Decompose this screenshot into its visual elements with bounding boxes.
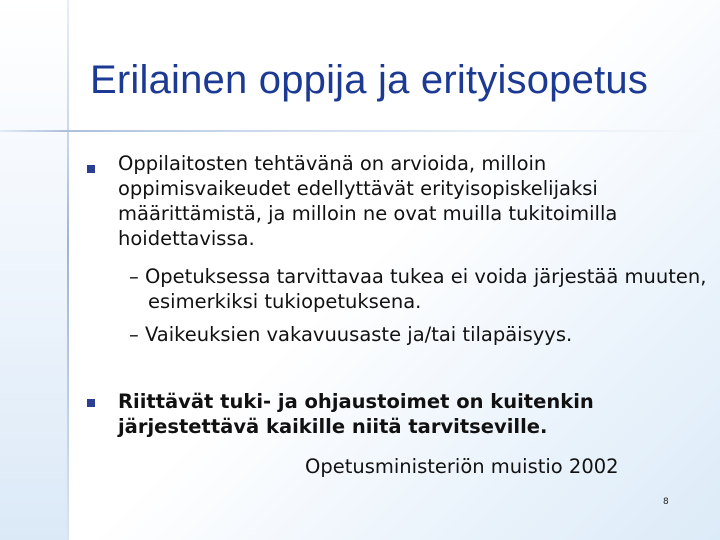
horizontal-divider [0,130,720,132]
page-number: 8 [663,497,669,507]
slide-title: Erilainen oppija ja erityisopetus [90,58,649,102]
sub-item-2: – Vaikeuksien vakavuusaste ja/tai tilapäisyys. [129,323,573,346]
vertical-divider [67,0,69,540]
source-citation: Opetusministeriön muistio 2002 [305,455,619,478]
bullet-marker [87,399,95,407]
left-decor-strip [0,0,68,540]
bullet-marker [87,165,95,173]
bullet-text-1: Oppilaitosten tehtävänä on arvioida, milloin oppimisvaikeudet edellyttävät erityisopiskelijaksi määrittämistä, ja milloin ne ovat muilla tukitoimilla hoidettavissa. [118,152,618,250]
bullet-text-2: Riittävät tuki- ja ohjaustoimet on kuitenkin järjestettävä kaikille niitä tarvitseville. [118,390,594,438]
sub-item-1: – Opetuksessa tarvittavaa tukea ei voida järjestää muuten, esimerkiksi tukiopetuksena. [129,265,707,313]
